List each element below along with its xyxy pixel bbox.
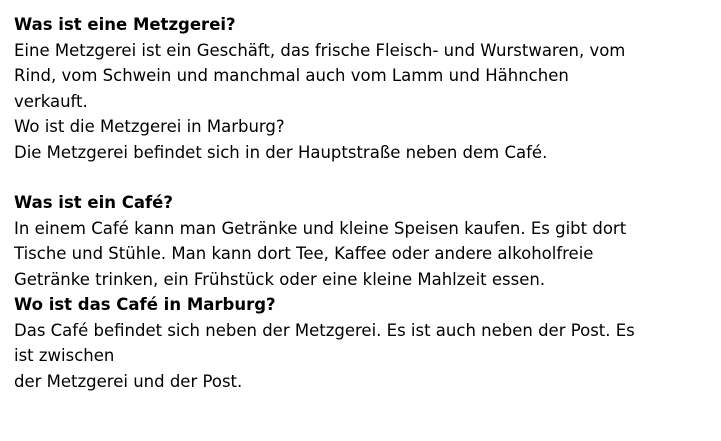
paragraph-line: Tische und Stühle. Man kann dort Tee, Kaffee oder andere alkoholfreie <box>14 244 594 263</box>
heading-was-ist-ein-cafe: Was ist ein Café? <box>14 193 173 212</box>
paragraph-line: verkauft. <box>14 91 88 111</box>
answer-metzgerei-standort: Die Metzgerei befindet sich in der Hauptstraße neben dem Café. <box>14 142 548 162</box>
paragraph-line: Getränke trinken, ein Frühstück oder eine kleine Mahlzeit essen. <box>14 269 546 289</box>
section-cafe <box>14 190 707 394</box>
paragraph-line: In einem Café kann man Getränke und kleine Speisen kaufen. Es gibt dort <box>14 218 627 238</box>
answer-cafe-standort-end: der Metzgerei und der Post. <box>14 371 243 391</box>
section-metzgerei <box>14 12 707 165</box>
answer-cafe-standort: Das Café befindet sich neben der Metzgerei. Es ist auch neben der Post. Es <box>14 320 635 340</box>
heading-was-ist-eine-metzgerei: Was ist eine Metzgerei? <box>14 15 236 34</box>
question-wo-ist-die-metzgerei: Wo ist die Metzgerei in Marburg? <box>14 117 285 136</box>
section-spacer <box>14 165 707 190</box>
paragraph-line: Rind, vom Schwein und manchmal auch vom Lamm und Hähnchen <box>14 66 569 85</box>
answer-cafe-standort-cont: ist zwischen <box>14 346 115 365</box>
paragraph-line: Eine Metzgerei ist ein Geschäft, das frische Fleisch- und Wurstwaren, vom <box>14 40 626 60</box>
question-wo-ist-das-cafe: Wo ist das Café in Marburg? <box>14 295 276 314</box>
